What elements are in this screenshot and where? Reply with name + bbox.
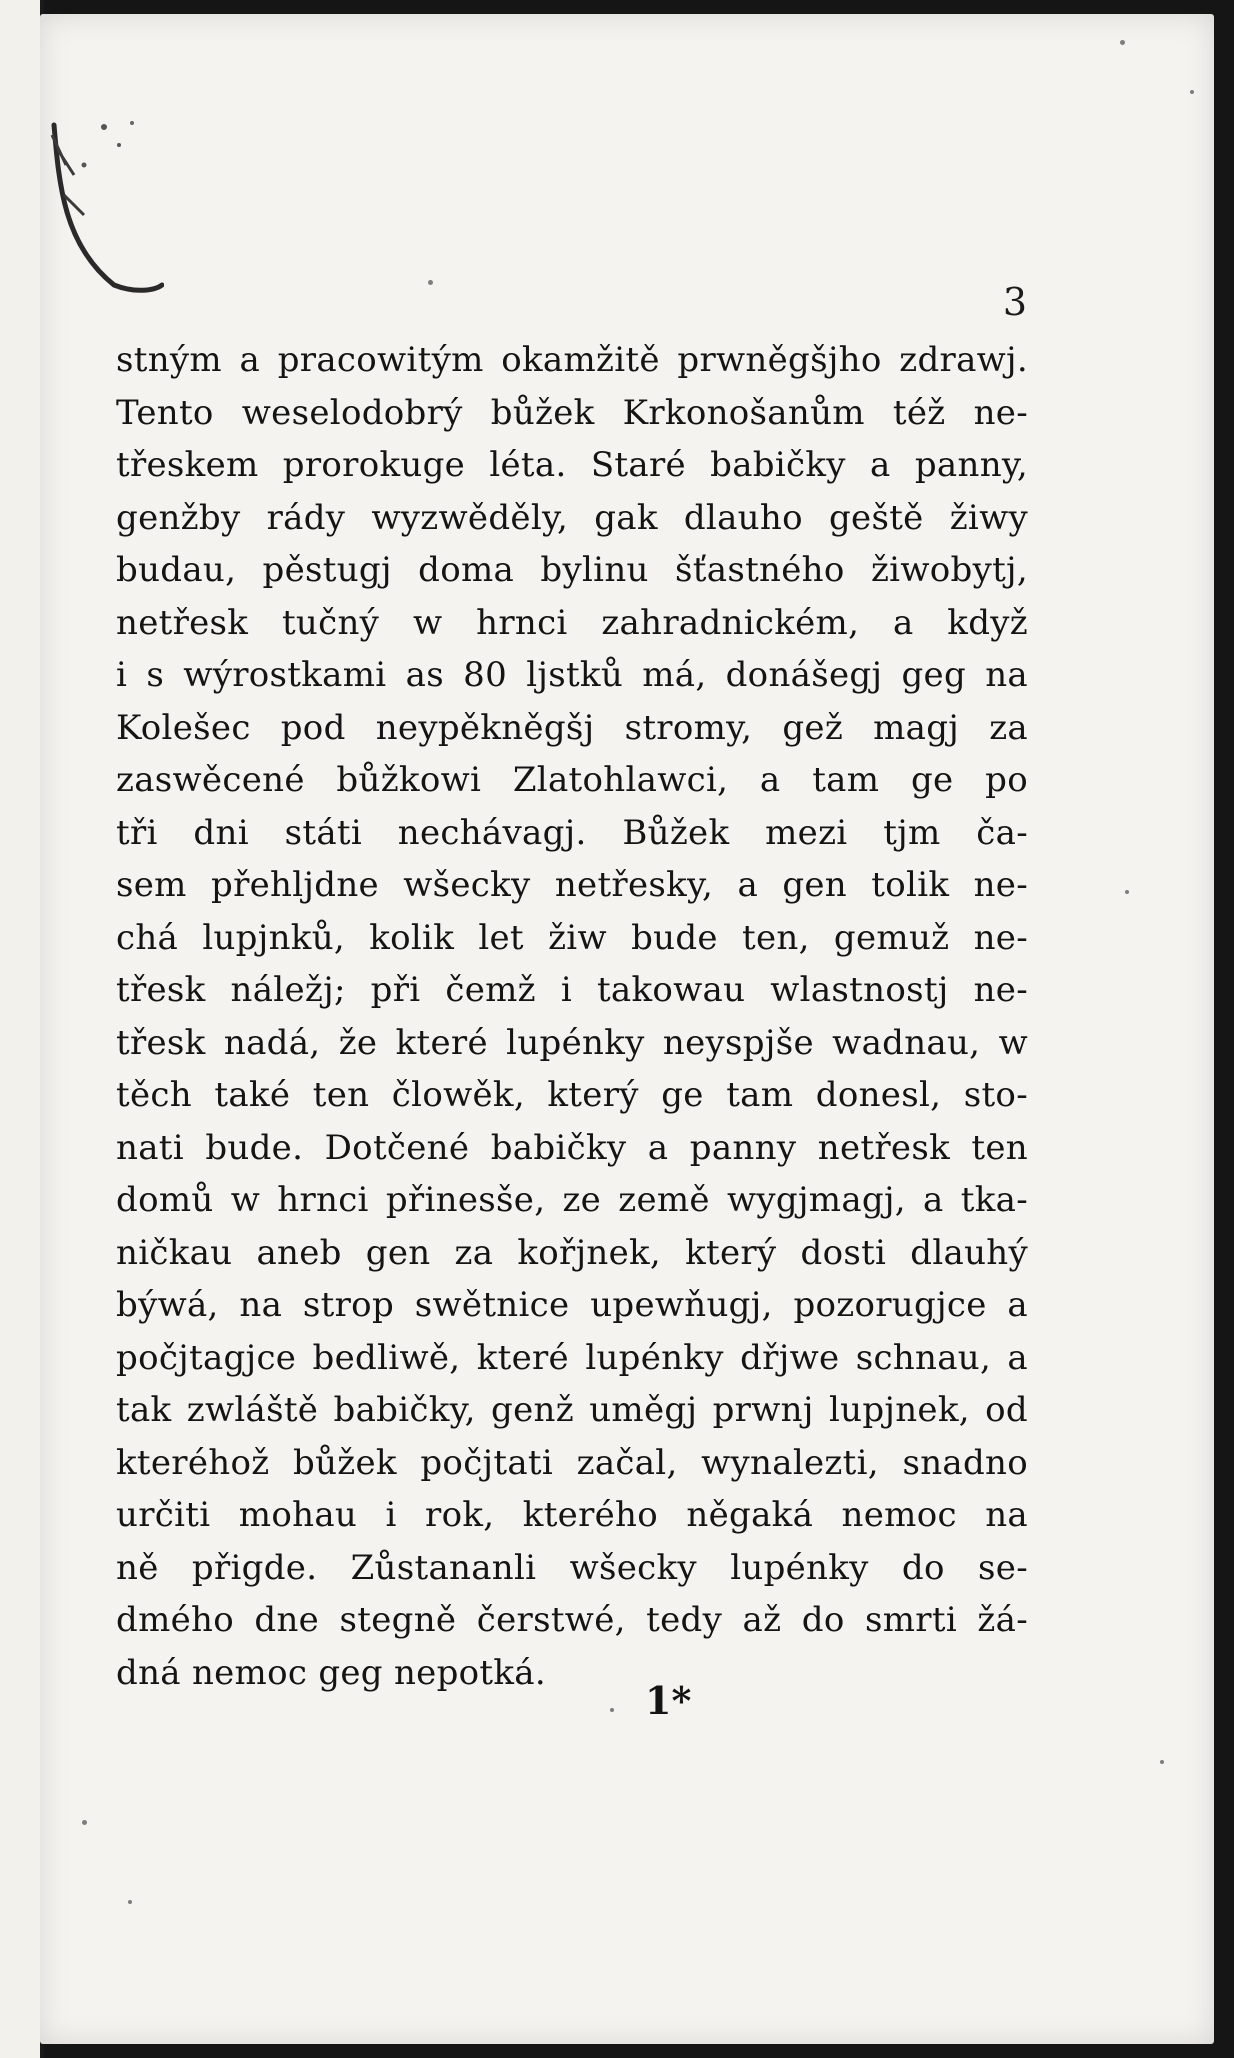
text-line: třeskem prorokuge léta. Staré babičky a panny, [116,445,1028,485]
text-line: nati bude. Dotčené babičky a panny netřesk ten [116,1127,1028,1168]
adjacent-page-edge [0,0,44,2058]
paper-speck [428,280,433,285]
text-line: i s wýrostkami as 80 ljstků má, donášegj geg na [116,655,1028,695]
page-number: 3 [1002,280,1028,324]
text-line: Tento weselodobrý bůžek Krkonošanům též ne- [116,392,1028,433]
paper-speck [610,1708,614,1712]
text-line: ně přigde. Zůstananli wšecky lupénky do se- [116,1547,1028,1588]
text-line: stným a pracowitým okamžitě prwněgšjho zdrawj. [116,340,1028,380]
text-line: Kolešec pod neypěkněgšj stromy, gež magj za [116,707,1028,748]
text-line: netřesk tučný w hrnci zahradnickém, a když [116,602,1028,643]
paper-speck [82,1820,87,1825]
text-line: počjtagjce bedliwě, které lupénky dřjwe schnau, a [116,1337,1028,1378]
text-line: chá lupjnků, kolik let žiw bude ten, gemuž ne- [116,917,1028,958]
text-line: třesk náležj; při čemž i takowau wlastnostj ne- [116,970,1028,1010]
text-line: kteréhož bůžek počjtati začal, wynalezti, snadno [116,1442,1028,1483]
text-line: tak zwláště babičky, genž uměgj prwnj lupjnek, od [116,1390,1028,1430]
paper-speck [1125,890,1129,894]
text-line: těch také ten člowěk, který ge tam donesl, sto- [116,1075,1028,1115]
text-line: zaswěcené bůžkowi Zlatohlawci, a tam ge po [116,760,1028,800]
text-line: domů w hrnci přinesše, ze země wygjmagj, a tka- [116,1180,1028,1220]
text-line: dná nemoc geg nepotká. [116,1652,546,1693]
text-line: třesk nadá, že které lupénky neyspjše wadnau, w [116,1022,1028,1063]
text-line: tři dni státi nechávagj. Bůžek mezi tjm ča- [116,812,1028,853]
text-line: dmého dne stegně čerstwé, tedy až do smrti žá- [116,1600,1028,1640]
text-line: sem přehljdne wšecky netřesky, a gen tolik ne- [116,865,1028,905]
paper-speck [1190,90,1194,94]
ink-stain-mark [44,105,164,295]
paper-speck [1120,40,1125,45]
body-text [116,334,1028,1699]
paper-speck [128,1900,132,1904]
paper-speck [1160,1760,1164,1764]
text-line: genžby rády wyzwěděly, gak dlauho geště žiwy [116,497,1028,538]
text-line: ničkau aneb gen za kořjnek, který dosti dlauhý [116,1232,1028,1273]
text-line: určiti mohau i rok, kterého něgaká nemoc na [116,1495,1028,1535]
text-line: býwá, na strop swětnice upewňugj, pozorugjce a [116,1285,1028,1325]
signature-mark: 1* [645,1678,692,1723]
text-line: budau, pěstugj doma bylinu šťastného žiwobytj, [116,550,1028,590]
